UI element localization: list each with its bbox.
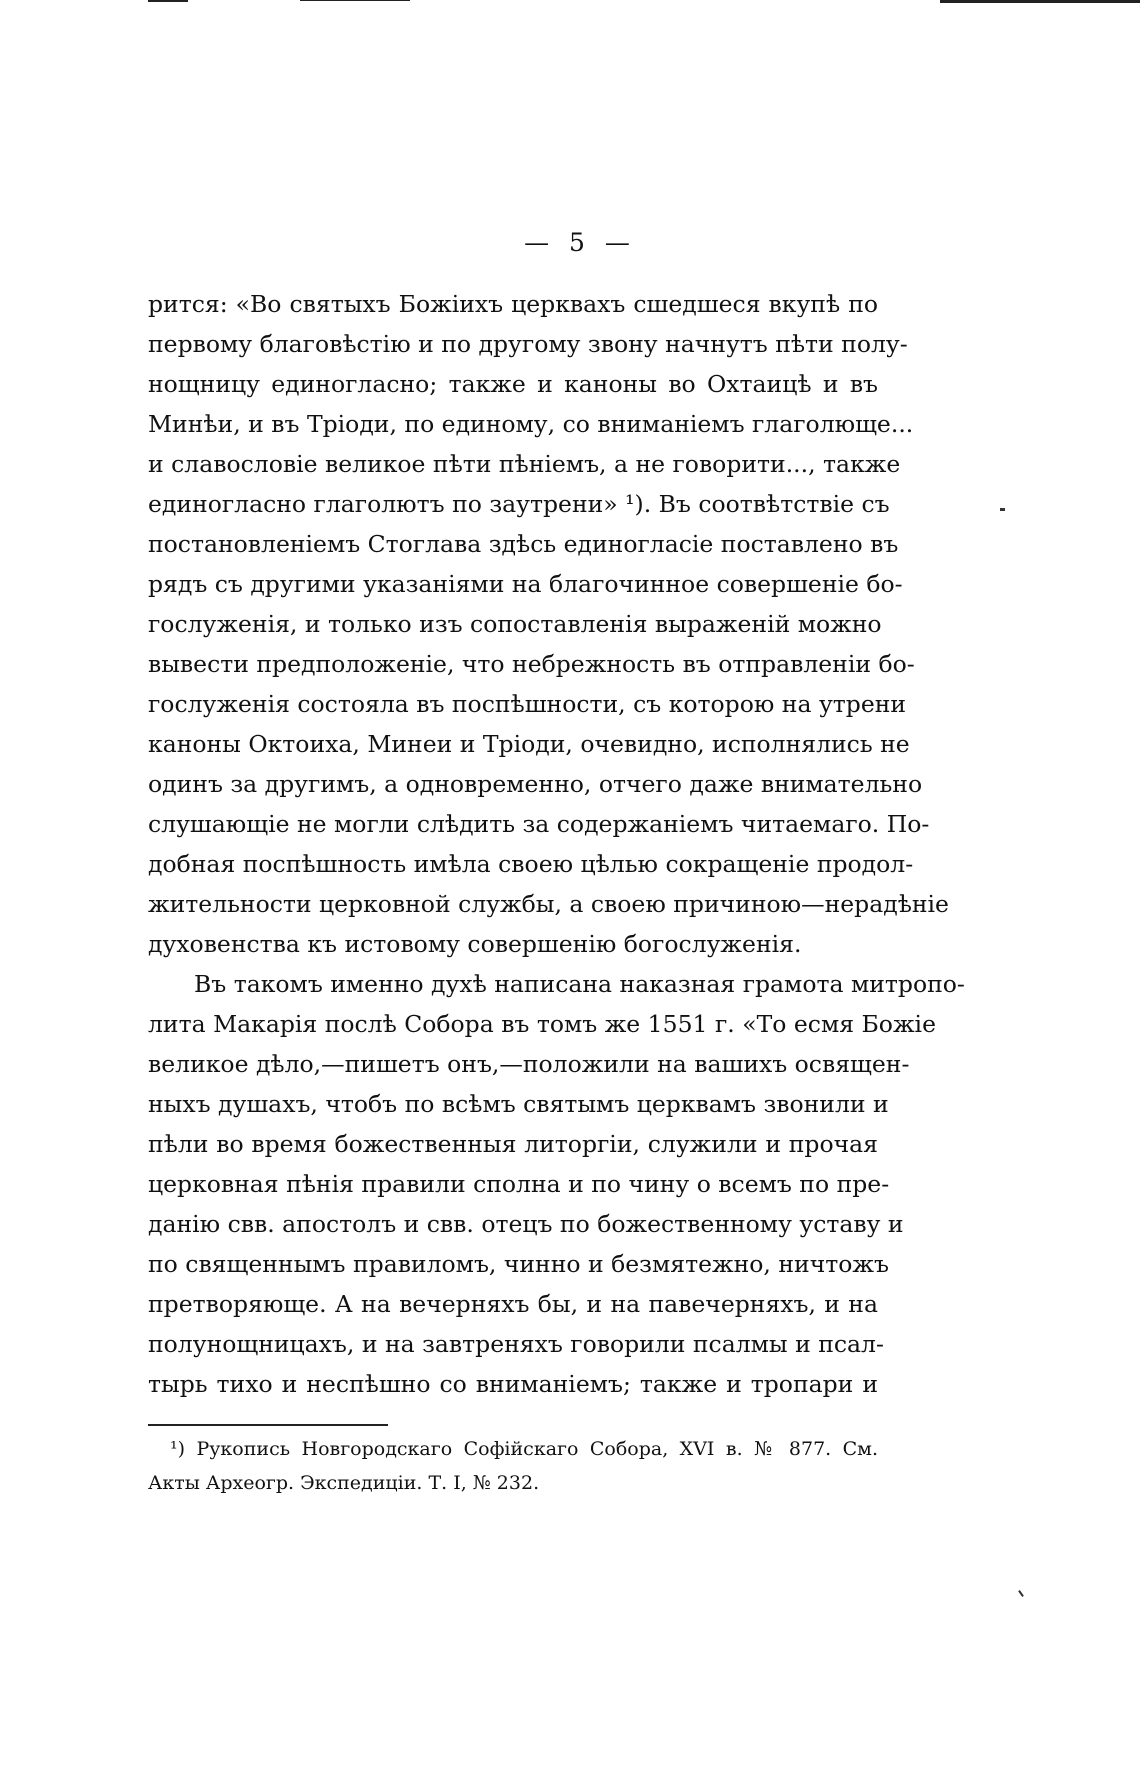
- text-line: рядъ съ другими указаніями на благочинное совершеніе бо-: [148, 570, 903, 598]
- scan-speck: [1000, 508, 1005, 511]
- text-line: ныхъ душахъ, чтобъ по всѣмъ святымъ церквамъ звонили и: [148, 1090, 889, 1118]
- text-line: рится: «Во святыхъ Божіихъ церквахъ сшедшеся вкупѣ по: [148, 290, 878, 318]
- text-line: духовенства къ истовому совершенію богослуженія.: [148, 930, 802, 958]
- text-line: Въ такомъ именно духѣ написана наказная грамота митропо-: [194, 970, 965, 998]
- footnotes: [148, 1432, 878, 1500]
- text-line: полунощницахъ, и на завтреняхъ говорили псалмы и псал-: [148, 1330, 884, 1358]
- text-line: постановленіемъ Стоглава здѣсь единогласіе поставлено въ: [148, 530, 899, 558]
- text-line: тырь тихо и неспѣшно со вниманіемъ; также и тропари и: [148, 1370, 878, 1398]
- text-line: единогласно глаголютъ по заутрени» ¹). Въ соотвѣтствіе съ: [148, 490, 890, 518]
- scan-artifact: [300, 0, 410, 1]
- text-line: добная поспѣшность имѣла своею цѣлью сокращеніе продол-: [148, 850, 914, 878]
- text-line: жительности церковной службы, а своею причиною—нерадѣніе: [148, 890, 949, 918]
- text-line: слушающіе не могли слѣдить за содержаніемъ читаемаго. По-: [148, 810, 930, 838]
- text-line: претворяюще. А на вечерняхъ бы, и на павечерняхъ, и на: [148, 1290, 878, 1318]
- text-line: гослуженія состояла въ поспѣшности, съ которою на утрени: [148, 690, 907, 718]
- text-line: данію свв. апостолъ и свв. отецъ по божественному уставу и: [148, 1210, 904, 1238]
- text-line: одинъ за другимъ, а одновременно, отчего даже внимательно: [148, 770, 923, 798]
- scan-artifact: [148, 0, 188, 2]
- text-line: церковная пѣнія правили сполна и по чину о всемъ по пре-: [148, 1170, 890, 1198]
- text-line: нощницу единогласно; также и каноны во Охтаицѣ и въ: [148, 370, 878, 398]
- text-line: по священнымъ правиломъ, чинно и безмятежно, ничтожъ: [148, 1250, 889, 1278]
- text-line: пѣли во время божественныя литоргіи, служили и прочая: [148, 1130, 878, 1158]
- text-line: вывести предположеніе, что небрежность въ отправленіи бо-: [148, 650, 915, 678]
- text-line: Минѣи, и въ Тріоди, по единому, со вниманіемъ глаголюще...: [148, 410, 914, 438]
- text-line: и славословіе великое пѣти пѣніемъ, а не говорити..., также: [148, 450, 901, 478]
- text-line: первому благовѣстію и по другому звону начнутъ пѣти полу-: [148, 330, 908, 358]
- footnote-divider: [148, 1424, 388, 1426]
- page-number: — 5 —: [524, 228, 636, 257]
- text-line: лита Макарія послѣ Собора въ томъ же 1551 г. «То есмя Божіе: [148, 1010, 936, 1038]
- text-line: гослуженія, и только изъ сопоставленія выраженій можно: [148, 610, 882, 638]
- body-text: [148, 284, 965, 1404]
- scan-artifact: [940, 0, 1140, 3]
- footnote-line: Акты Археогр. Экспедиціи. Т. I, № 232.: [148, 1472, 540, 1494]
- scan-speck: [1018, 1590, 1024, 1597]
- footnote-line: ¹) Рукопись Новгородскаго Софійскаго Собора, XVI в. № 877. См.: [170, 1438, 878, 1460]
- text-line: каноны Октоиха, Минеи и Тріоди, очевидно, исполнялись не: [148, 730, 910, 758]
- text-line: великое дѣло,—пишетъ онъ,—положили на вашихъ освящен-: [148, 1050, 910, 1078]
